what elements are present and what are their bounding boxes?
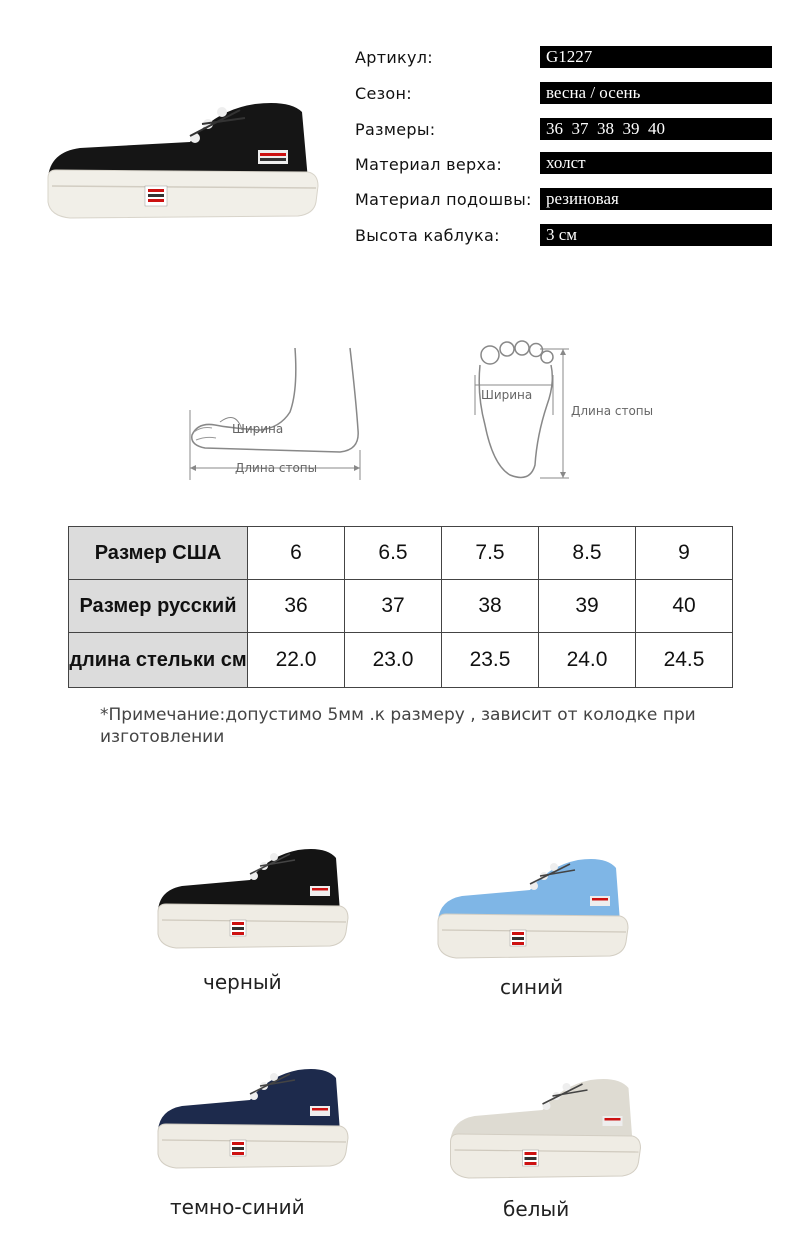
us-size-cell: 7.5: [442, 527, 539, 580]
shoe-variant-navy-image: [150, 1060, 350, 1175]
shoe-sole: [438, 914, 628, 958]
badge-stripe: [525, 1162, 537, 1165]
tag-stripe: [312, 888, 328, 891]
insole-length-cell: 24.0: [539, 633, 636, 688]
side-tag: [310, 1106, 330, 1116]
insole-length-cell: 23.0: [345, 633, 442, 688]
us-size-cell: 6: [248, 527, 345, 580]
color-label-blue: синий: [500, 975, 564, 999]
side-tag: [603, 1116, 623, 1126]
ru-size-cell: 38: [442, 580, 539, 633]
shoe-sole: [158, 904, 348, 948]
badge-stripe: [232, 927, 244, 930]
spec-label-season: Сезон:: [355, 84, 412, 103]
size-note: *Примечание:допустимо 5мм .к размеру , зависит от колодке при изготовлении: [100, 705, 696, 747]
us-size-cell: 9: [636, 527, 733, 580]
shoe-sole: [158, 1124, 348, 1168]
us-size-cell: 6.5: [345, 527, 442, 580]
top-width-label: Ширина: [481, 388, 533, 402]
insole-length-cell: 24.5: [636, 633, 733, 688]
spec-label-upper-material: Материал верха:: [355, 155, 503, 174]
color-label-navy: темно-синий: [170, 1195, 305, 1219]
side-tag: [590, 896, 610, 906]
shoe-variant-black-image: [150, 840, 350, 955]
table-row-ru: [69, 580, 733, 633]
shoe-variant-white-image: [440, 1070, 645, 1185]
ru-size-cell: 40: [636, 580, 733, 633]
ru-size-cell: 36: [248, 580, 345, 633]
side-tag: [310, 886, 330, 896]
spec-label-sole-material: Материал подошвы:: [355, 190, 532, 209]
ru-size-cell: 39: [539, 580, 636, 633]
badge-stripe: [232, 932, 244, 935]
spec-value-sole-material: резиновая: [540, 188, 772, 210]
spec-value-season: весна / осень: [540, 82, 772, 104]
spec-value-sizes: 36 37 38 39 40: [540, 118, 772, 140]
color-label-black: черный: [203, 970, 282, 994]
us-size-cell: 8.5: [539, 527, 636, 580]
tag-stripe: [592, 898, 608, 901]
tag-stripe: [605, 1118, 621, 1121]
row-header-ru: Размер русский: [69, 580, 248, 633]
table-row-insole: [69, 633, 733, 688]
spec-value-heel-height: 3 см: [540, 224, 772, 246]
foot-side-diagram: [180, 340, 375, 485]
spec-label-heel-height: Высота каблука:: [355, 226, 500, 245]
color-label-white: белый: [503, 1197, 570, 1221]
top-length-label: Длина стопы: [571, 404, 654, 418]
tag-stripe: [312, 1108, 328, 1111]
badge-stripe: [525, 1152, 537, 1155]
ru-size-cell: 37: [345, 580, 442, 633]
badge-stripe: [512, 942, 524, 945]
row-header-insole: длина стельки см: [69, 633, 248, 688]
table-row-us: [69, 527, 733, 580]
shoe-variant-blue-image: [425, 850, 635, 965]
badge-stripe: [512, 932, 524, 935]
insole-length-cell: 22.0: [248, 633, 345, 688]
badge-stripe: [232, 1147, 244, 1150]
badge-stripe: [512, 937, 524, 940]
badge-stripe: [232, 1142, 244, 1145]
shoe-sole: [451, 1134, 641, 1178]
spec-value-upper-material: холст: [540, 152, 772, 174]
spec-label-sizes: Размеры:: [355, 120, 436, 139]
spec-value-article: G1227: [540, 46, 772, 68]
size-chart-table: [68, 526, 733, 688]
product-shoe-image: [40, 90, 325, 225]
badge-stripe: [232, 1152, 244, 1155]
badge-stripe: [525, 1157, 537, 1160]
foot-top-diagram: [465, 335, 665, 485]
spec-label-article: Артикул:: [355, 48, 433, 67]
insole-length-cell: 23.5: [442, 633, 539, 688]
side-length-label: Длина стопы: [235, 461, 318, 475]
side-width-label: Ширина: [232, 422, 284, 436]
badge-stripe: [232, 922, 244, 925]
row-header-us: Размер США: [69, 527, 248, 580]
